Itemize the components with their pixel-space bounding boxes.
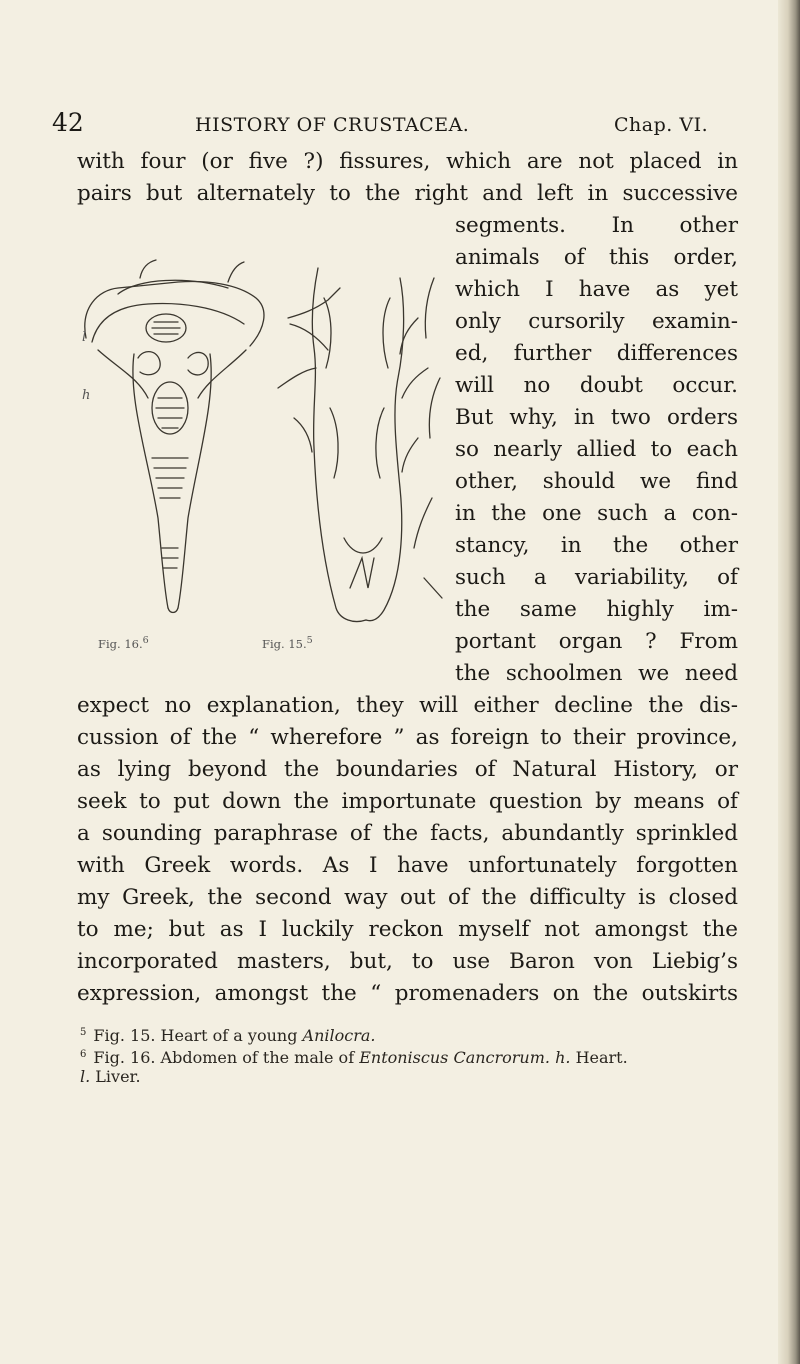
figure-letter-l: l (82, 330, 87, 345)
body-line: only cursorily examin- (455, 309, 738, 334)
fig16-abdomen-drawing (85, 260, 264, 613)
footnote-6-continuation: l. Liver. (80, 1067, 141, 1086)
body-line: seek to put down the importunate question by means of (77, 789, 738, 814)
body-line: a sounding paraphrase of the facts, abundantly sprinkled (77, 821, 738, 846)
body-line: portant organ ? From (455, 629, 738, 654)
chapter-label: Chap. VI. (614, 114, 709, 136)
fig15-heart-drawing (278, 268, 442, 622)
body-line: expression, amongst the “ promenaders on the outskirts (77, 981, 738, 1006)
body-line: to me; but as I luckily reckon myself not amongst the (77, 917, 738, 942)
body-line: in the one such a con- (455, 501, 738, 526)
body-line: cussion of the “ wherefore ” as foreign to their province, (77, 725, 738, 750)
body-line: which I have as yet (455, 277, 738, 302)
body-line: with Greek words. As I have unfortunately forgotten (77, 853, 738, 878)
body-line: such a variability, of (455, 565, 738, 590)
footnote-6: $^6$ Fig. 16. Abdomen of the male of Entoniscus Cancrorum. h. Heart. (80, 1048, 628, 1067)
figure-15-caption: Fig. 15.$^5$ (262, 635, 313, 651)
running-title: HISTORY OF CRUSTACEA. (195, 114, 470, 136)
body-line: will no doubt occur. (455, 373, 738, 398)
figure-letter-h: h (82, 388, 91, 403)
body-line: so nearly allied to each (455, 437, 738, 462)
figure-16-caption: Fig. 16.$^6$ (98, 635, 149, 651)
page-number: 42 (52, 108, 84, 137)
body-line: pairs but alternately to the right and left in successive (77, 181, 738, 206)
body-line: with four (or five ?) fissures, which are not placed in (77, 149, 738, 174)
figure-illustrations (78, 258, 458, 678)
body-line: expect no explanation, they will either decline the dis- (77, 693, 738, 718)
page-edge-shadow (778, 0, 800, 1364)
body-line: ed, further differences (455, 341, 738, 366)
body-line: segments. In other (455, 213, 738, 238)
body-line: But why, in two orders (455, 405, 738, 430)
body-line: other, should we find (455, 469, 738, 494)
body-line: animals of this order, (455, 245, 738, 270)
body-line: my Greek, the second way out of the difficulty is closed (77, 885, 738, 910)
footnote-5: $^5$ Fig. 15. Heart of a young Anilocra. (80, 1026, 376, 1045)
body-line: the same highly im- (455, 597, 738, 622)
body-line: as lying beyond the boundaries of Natural History, or (77, 757, 738, 782)
body-line: the schoolmen we need (455, 661, 738, 686)
body-line: incorporated masters, but, to use Baron von Liebig’s (77, 949, 738, 974)
body-line: stancy, in the other (455, 533, 738, 558)
